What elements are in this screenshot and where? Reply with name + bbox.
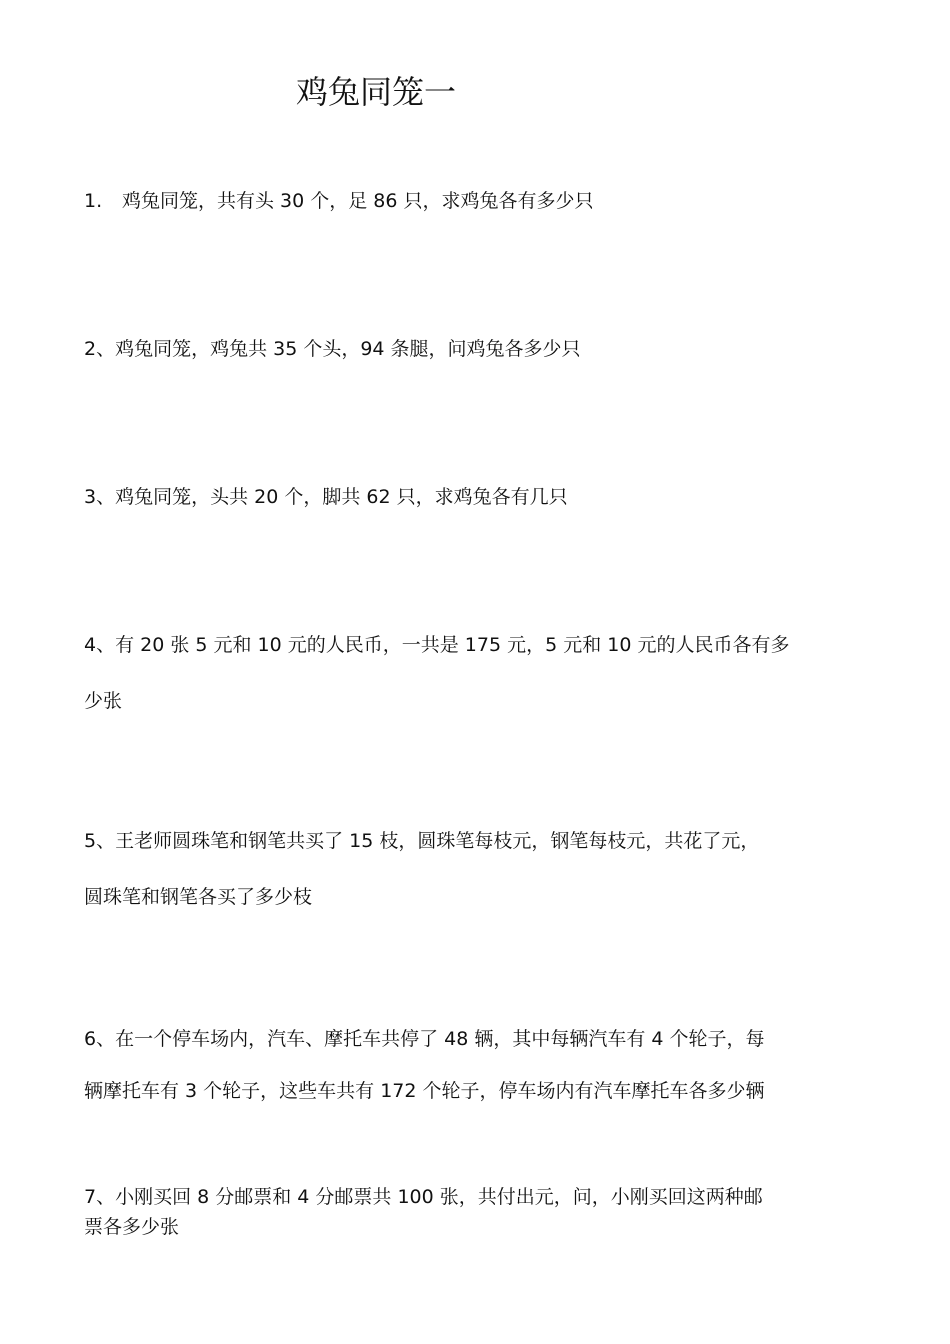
question-1-line [84,186,870,216]
question-2 [84,334,870,364]
question-1-text: 鸡兔同笼，共有头 30 个，足 86 只，求鸡兔各有多少只 [122,190,594,212]
question-4 [84,630,870,716]
question-6 [84,1024,870,1106]
question-7-line-1: 7、小刚买回 8 分邮票和 4 分邮票共 100 张，共付出元，问，小刚买回这两种邮 [84,1186,763,1208]
question-4-line-2: 少张 [84,690,123,712]
question-2-text: 2、鸡兔同笼，鸡兔共 35 个头，94 条腿，问鸡兔各多少只 [84,338,581,360]
question-7 [84,1182,870,1242]
question-6-line-1: 6、在一个停车场内，汽车、摩托车共停了 48 辆，其中每辆汽车有 4 个轮子，每 [84,1028,765,1050]
question-6-line-2: 辆摩托车有 3 个轮子，这些车共有 172 个轮子，停车场内有汽车摩托车各多少辆 [84,1080,765,1102]
question-5 [84,826,870,912]
question-5-line-2: 圆珠笔和钢笔各买了多少枝 [84,886,313,908]
question-3 [84,482,870,512]
question-4-line-1: 4、有 20 张 5 元和 10 元的人民币，一共是 175 元，5 元和 10 元的人民币各有多 [84,634,790,656]
question-1-number: 1. [84,190,103,212]
question-3-text: 3、鸡兔同笼，头共 20 个，脚共 62 只，求鸡兔各有几只 [84,486,568,508]
question-5-line-1: 5、王老师圆珠笔和钢笔共买了 15 枝，圆珠笔每枝元，钢笔每枝元，共花了元， [84,830,760,852]
question-7-line-2: 票各多少张 [84,1216,180,1238]
question-1 [84,186,870,216]
page-title: 鸡兔同笼一 [296,73,457,111]
